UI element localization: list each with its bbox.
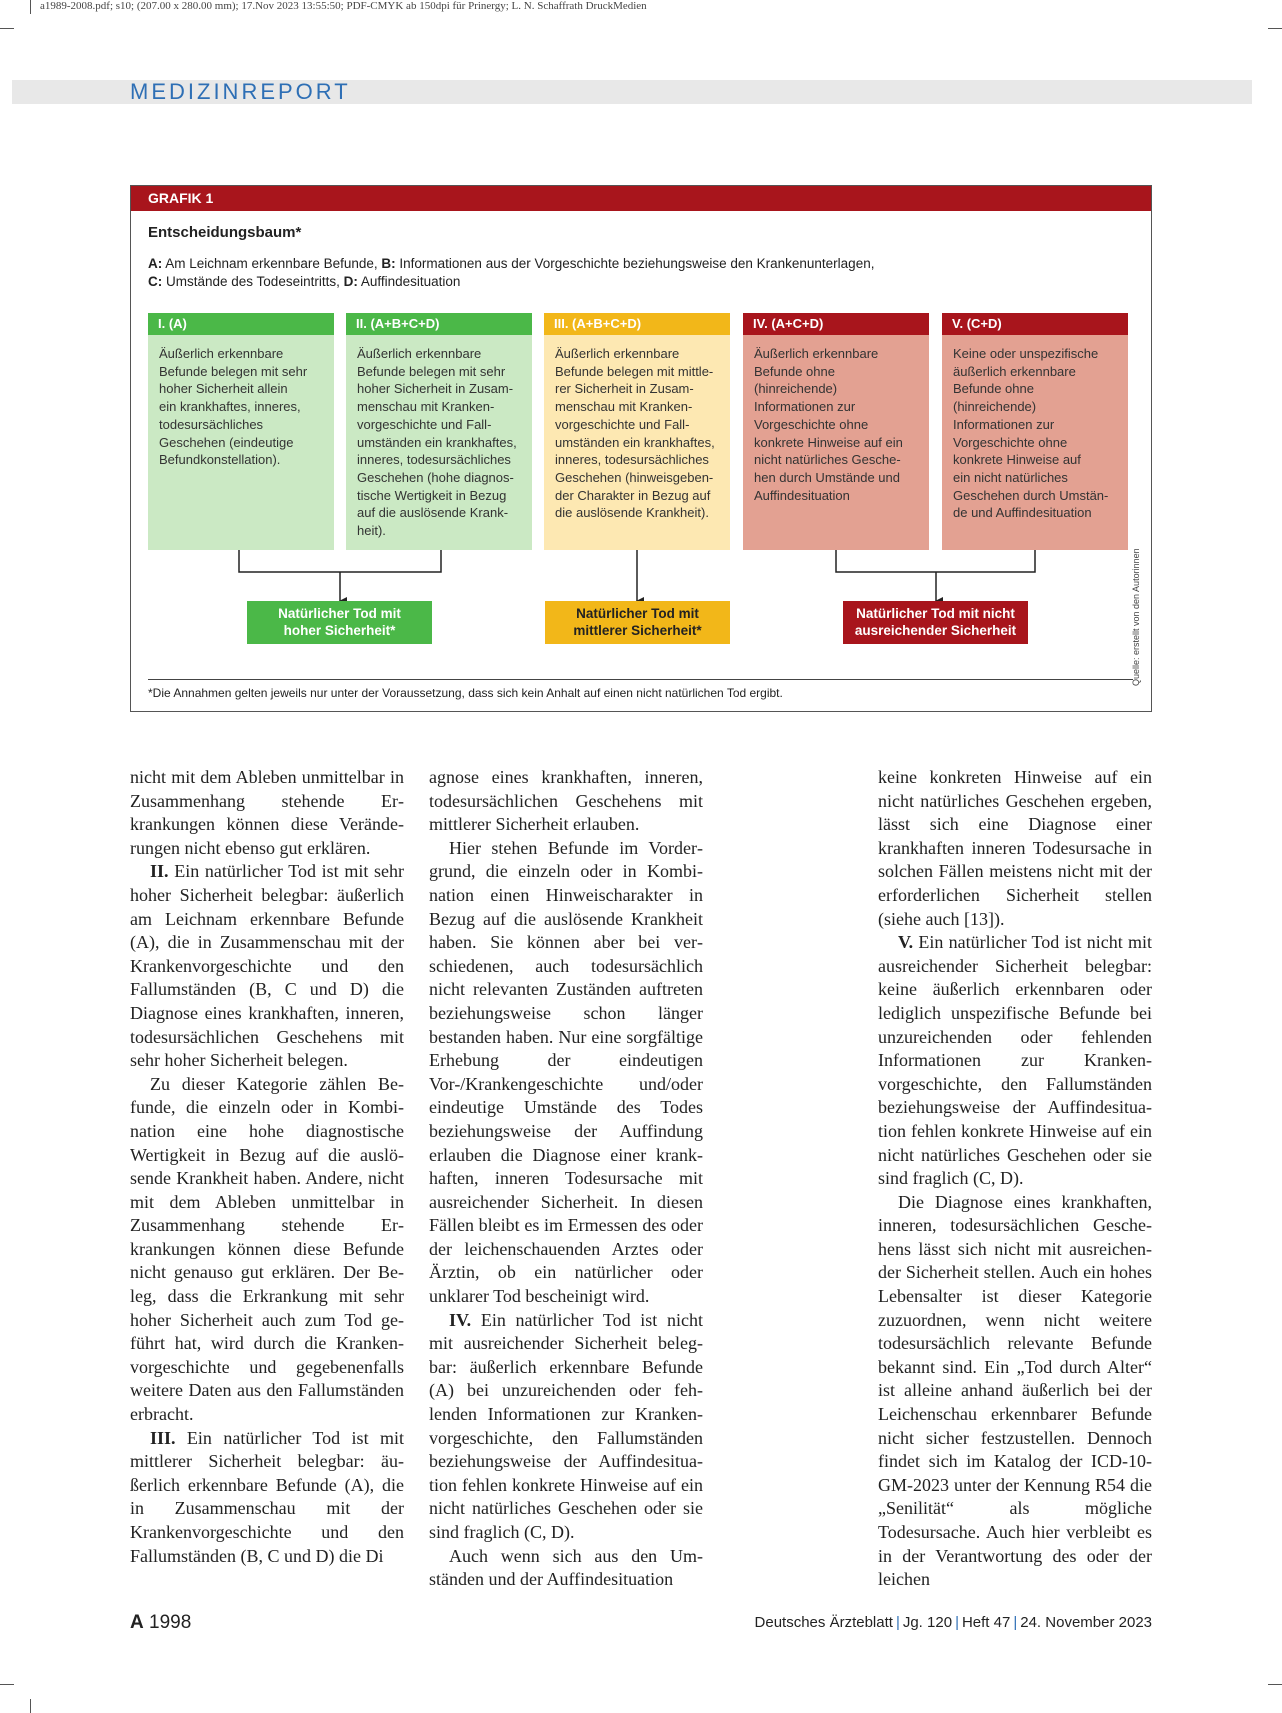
figure-source: Quelle: erstellt von den Autorinnen bbox=[1131, 548, 1141, 686]
paragraph-text: Ein natürlicher Tod ist nicht mit ausreichender Sicherheit belegbar: äußerlich erkennbare Befunde (A) bei unzureichenden oder fehlenden Informationen zur Krankenvorgeschichte, den Fallumständen beziehungsweise der Auffindesituation fehlen konkrete Hinweise auf ein nicht natürliches Geschehen oder sie sind fraglich (C, D). bbox=[429, 1309, 703, 1542]
paragraph bbox=[130, 1427, 404, 1569]
paragraph-text: Ein natürlicher Tod ist mit sehr hoher Sicherheit belegbar: äußerlich am Leichnam erkennbare Befunde (A), die in Zusammenschau mit der Krankenvorgeschichte und den Fallumständen (B, C und D) die Diagnose eines krankhaften, inneren, todesursächlichen Geschehens mit sehr hoher Sicherheit belegen. bbox=[130, 861, 404, 1071]
category-text: Keine oder unspezifische äußerlich erkennbare Befunde ohne (hinreichende) Informationen zur Vorgeschichte ohne konkrete Hinweise auf ein nicht natürliches Geschehen durch Umstän- de und Auffindesituation bbox=[942, 335, 1128, 550]
legend-key-b: B: bbox=[381, 256, 396, 271]
result-high-certainty: Natürlicher Tod mit hoher Sicherheit* bbox=[247, 601, 432, 644]
category-text: Äußerlich erkennbare Befunde belegen mit sehr hoher Sicherheit allein ein krankhaftes, inneres, todesursächliches Geschehen (eindeutige Befundkonstellation). bbox=[148, 335, 334, 550]
paragraph: Die Diagnose eines krankhaften, inneren, todesursächlichen Geschehens lässt sich nicht mit ausreichender Sicherheit stellen. Auch ein hohes Lebensalter ist dieser Kategorie zuzuordnen, wenn nicht weitere todesursächlich relevante Befunde bekannt sind. Ein „Tod durch Alter“ ist alleine anhand äußerlich bei der Leichenschau erkennbarer Befunde nicht sicher festzustellen. Dennoch findet sich im Katalog der ICD-10-GM-2023 unter der Kennung R54 die „Senilität“ als mögliche Todesursache. Auch hier verbleibt es in der Verantwortung des oder der leichen bbox=[878, 1191, 1152, 1590]
legend-key-a: A: bbox=[148, 256, 163, 271]
legend-text-d: Auffindesituation bbox=[357, 274, 461, 289]
figure-footnote: *Die Annahmen gelten jeweils nur unter der Voraussetzung, dass sich kein Anhalt auf einen nicht natürlichen Tod ergibt. bbox=[148, 686, 783, 700]
text-column-1 bbox=[130, 766, 404, 1568]
paragraph-text: Ein natürlicher Tod ist nicht mit ausreichender Sicherheit belegbar: keine äußerlich erkennbaren oder lediglich unspezifische Befunde bei unzureichenden oder fehlenden Informationen zur Krankenvorgeschichte, den Fallumständen beziehungsweise der Auffindesituation fehlen konkrete Hinweise auf ein nicht natürliches Geschehen oder sie sind fraglich (C, D). bbox=[878, 932, 1152, 1189]
connector-green bbox=[239, 550, 441, 572]
separator: | bbox=[1013, 1614, 1018, 1631]
paragraph-lead: III. bbox=[150, 1427, 176, 1448]
category-column-2 bbox=[346, 313, 532, 550]
legend-text-c: Umstände des Todeseintritts, bbox=[162, 274, 344, 289]
result-insufficient-certainty: Natürlicher Tod mit nicht ausreichender Sicherheit bbox=[843, 601, 1028, 644]
figure-footnote-rule bbox=[148, 679, 1133, 680]
section-title: MEDIZINREPORT bbox=[130, 79, 351, 104]
figure-legend-line-2 bbox=[148, 274, 460, 289]
category-text: Äußerlich erkennbare Befunde belegen mit sehr hoher Sicherheit in Zusam- menschau mit Kranken- vorgeschichte und Fall- umständen ein krankhaftes, inneres, todesursächliches Geschehen (hohe diagnos- tische Wertigkeit in Bezug auf die auslösende Krank- heit). bbox=[346, 335, 532, 550]
connector-red bbox=[836, 550, 1035, 572]
crop-mark bbox=[30, 1699, 31, 1713]
category-text: Äußerlich erkennbare Befunde ohne (hinreichende) Informationen zur Vorgeschichte ohne konkrete Hinweise auf ein nicht natürliches Gesche- hen durch Umstände und Auffindesituation bbox=[743, 335, 929, 550]
text-column-3 bbox=[878, 766, 1152, 1592]
category-head: I. (A) bbox=[148, 313, 334, 335]
paragraph: Auch wenn sich aus den Umständen und der Auffindesituation bbox=[429, 1545, 703, 1590]
crop-mark bbox=[0, 28, 14, 29]
category-text: Äußerlich erkennbare Befunde belegen mit mittle- rer Sicherheit in Zusam- menschau mit Kranken- vorgeschichte und Fall- umständen ein krankhaftes, inneres, todesursächliches Geschehen (hinweisgeben- der Charakter in Bezug auf die auslösende Krankheit). bbox=[544, 335, 730, 550]
paragraph bbox=[429, 1309, 703, 1545]
category-column-3 bbox=[544, 313, 730, 550]
category-head: V. (C+D) bbox=[942, 313, 1128, 335]
legend-text-b: Informationen aus der Vorgeschichte beziehungsweise den Krankenunterlagen, bbox=[395, 256, 875, 271]
paragraph bbox=[878, 931, 1152, 1191]
journal-name: Deutsches Ärzteblatt bbox=[754, 1614, 893, 1631]
print-info: a1989-2008.pdf; s10; (207.00 x 280.00 mm); 17.Nov 2023 13:55:50; PDF-CMYK ab 150dpi für Prinergy; L. N. Schaffrath DruckMedien bbox=[40, 0, 647, 12]
category-head: IV. (A+C+D) bbox=[743, 313, 929, 335]
category-column-4 bbox=[743, 313, 929, 550]
paragraph: Hier stehen Befunde im Vordergrund, die einzeln oder in Kombination einen Hinweischarakter in Bezug auf die auslösende Krankheit haben. Sie können aber bei verschiedenen, auch todesursächlich nicht relevanten Zuständen auftreten beziehungsweise schon länger bestanden haben. Nur eine sorgfältige Erhebung der eindeutigen Vor-/Krankengeschichte und/oder eindeutige Umstände des Todes beziehungsweise der Auffindung erlauben die Diagnose einer krankhaften, inneren Todesursache mit ausreichender Sicherheit. In diesen Fällen bleibt es im Ermessen des oder der leichenschauenden Arztes oder Ärztin, ob ein natürlicher oder unklarer Tod bescheinigt wird. bbox=[429, 837, 703, 1307]
figure-title: Entscheidungsbaum* bbox=[148, 224, 302, 241]
figure-decision-tree bbox=[130, 185, 1152, 712]
crop-mark bbox=[1268, 1684, 1282, 1685]
legend-text-a: Am Leichnam erkennbare Befunde, bbox=[162, 256, 382, 271]
crop-mark bbox=[0, 1684, 14, 1685]
paragraph: nicht mit dem Ableben unmittelbar in Zusammenhang stehende Erkrankungen können diese Veränderungen nicht ebenso gut erklären. bbox=[130, 767, 404, 858]
paragraph-text: Ein natürlicher Tod ist mit mittlerer Sicherheit belegbar: äußerlich erkennbare Befunde (A), die in Zusammenschau mit der Krankenvorgeschichte und den Fallumständen (B, C und D) die Di bbox=[130, 1427, 404, 1566]
category-head: III. (A+B+C+D) bbox=[544, 313, 730, 335]
paragraph-lead: II. bbox=[150, 861, 169, 882]
crop-mark bbox=[1268, 28, 1282, 29]
paragraph: Zu dieser Kategorie zählen Befunde, die einzeln oder in Kombination eine hohe diagnostische Wertigkeit in Bezug auf die auslösende Krankheit haben. Andere, nicht mit dem Ableben unmittelbar in Zusammenhang stehende Erkrankungen können diese Befunde nicht genauso gut erklären. Der Beleg, dass die Erkrankung mit sehr hoher Sicherheit auch zum Tod geführt hat, wird durch die Krankenvorgeschichte und gegebenenfalls weitere Daten aus den Fallumständen erbracht. bbox=[130, 1073, 404, 1425]
page-prefix: A bbox=[130, 1612, 144, 1633]
paragraph-lead: V. bbox=[898, 932, 914, 953]
crop-mark bbox=[30, 0, 31, 14]
paragraph bbox=[130, 860, 404, 1072]
page-number-value: 1998 bbox=[149, 1612, 192, 1633]
separator: | bbox=[955, 1614, 959, 1631]
paragraph: keine konkreten Hinweise auf ein nicht natürliches Geschehen ergeben, lässt sich eine Diagnose einer krankhaften inneren Todesursache in solchen Fällen meistens nicht mit der erforderlichen Sicherheit stellen (siehe auch [13]). bbox=[878, 767, 1152, 929]
journal-date: 24. November 2023 bbox=[1020, 1614, 1152, 1631]
result-medium-certainty: Natürlicher Tod mit mittlerer Sicherheit* bbox=[545, 601, 730, 644]
journal-issue: Heft 47 bbox=[961, 1614, 1011, 1631]
category-column-1 bbox=[148, 313, 334, 550]
legend-key-c: C: bbox=[148, 274, 163, 289]
journal-info bbox=[755, 1614, 1152, 1631]
category-column-5 bbox=[942, 313, 1128, 550]
journal-volume: Jg. 120 bbox=[902, 1614, 953, 1631]
paragraph-lead: IV. bbox=[449, 1309, 472, 1330]
paragraph: agnose eines krankhaften, inneren, todesursächlichen Geschehens mit mittlerer Sicherheit erlauben. bbox=[429, 767, 703, 835]
figure-label: GRAFIK 1 bbox=[131, 186, 1151, 211]
page-number bbox=[130, 1612, 191, 1634]
separator: | bbox=[895, 1614, 900, 1631]
text-column-2 bbox=[429, 766, 703, 1592]
figure-legend-line-1 bbox=[148, 256, 874, 271]
tree-connectors bbox=[131, 550, 1151, 602]
category-head: II. (A+B+C+D) bbox=[346, 313, 532, 335]
legend-key-d: D: bbox=[343, 274, 358, 289]
